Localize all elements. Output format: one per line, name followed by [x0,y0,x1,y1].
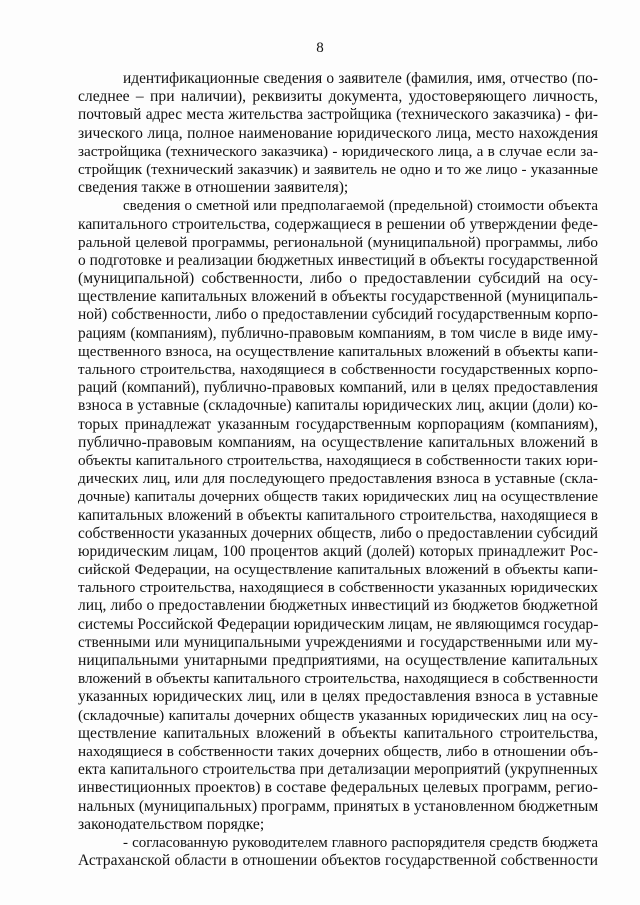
text-line: системы Российской Федерации юридическим лицам, не являющимся государ- [78,615,599,633]
text-line: стройщик (технический заказчик) и заявитель не одно и то же лицо - указанные [78,160,598,178]
text-line: ществление капитальных вложений в объекты капитального строительства, [78,724,598,742]
text-line: следнее – при наличии), реквизиты документа, удостоверяющего личность, [78,88,598,106]
text-line: дочные) капиталы дочерних обществ таких юридических лиц на осуществление [78,489,598,506]
text-line: сведения о сметной или предполагаемой (предельной) стоимости объекта [123,198,598,215]
text-line: тального строительства, находящиеся в собственности указанных юридических [78,579,598,597]
text-line: лиц, либо о предоставлении бюджетных инвестиций из бюджетов бюджетной [78,597,598,615]
text-line: рациям (компаниям), публично-правовым компаниям, в том числе в виде иму- [78,324,598,342]
text-line: торых принадлежат указанным государственным корпорациям (компаниям), [78,415,598,433]
text-line: екта капитального строительства при детализации мероприятий (укрупненных [78,761,598,779]
text-line: ственными или муниципальными учреждениями и государственными или му- [78,633,598,651]
text-line: нальных (муниципальных) программ, принятых в установленном бюджетным [78,797,599,815]
text-line: ной) собственности, либо о предоставлении субсидий государственным корпо- [78,306,598,324]
text-line: щественного взноса, на осуществление капитальных вложений в объекты капи- [78,342,598,360]
text-line: раций (компаний), публично-правовых компаний, или в целях предоставления [78,379,598,397]
document-body [78,70,598,870]
text-line: ниципальными унитарными предприятиями, на осуществление капитальных [78,652,598,669]
text-line: (муниципальной) собственности, либо о предоставлении субсидий на осу- [78,270,598,288]
text-line: о подготовке и реализации бюджетных инвестиций в объекты государственной [78,251,598,269]
text-line: юридическим лицам, 100 процентов акций (долей) которых принадлежит Рос- [78,542,598,560]
text-line: дических лиц, или для последующего предоставления взноса в уставные (скла- [78,470,598,488]
text-line: капитальных вложений в объекты капитального строительства, находящиеся в [78,506,598,524]
text-line: сведения также в отношении заявителя); [78,179,349,197]
text-line: идентификационные сведения о заявителе (фамилия, имя, отчество (по- [123,70,598,87]
text-line: капитального строительства, содержащиеся в решении об утверждении феде- [78,215,598,233]
text-line: взноса в уставные (складочные) капиталы юридических лиц, акции (доли) ко- [78,397,598,415]
text-line: инвестиционных проектов) в составе федеральных целевых программ, регио- [78,779,598,797]
page-number: 8 [316,40,324,56]
text-line: почтовый адрес места жительства застройщика (технического заказчика) - фи- [78,106,598,124]
text-line: публично-правовым компаниям, на осуществление капитальных вложений в [78,433,598,451]
text-line: объекты капитального строительства, находящиеся в собственности таких юри- [78,451,598,469]
text-line: сийской Федерации, на осуществление капитальных вложений в объекты капи- [78,561,598,579]
text-line: (складочные) капиталы дочерних обществ указанных юридических лиц на осу- [78,706,598,724]
text-line: ществление капитальных вложений в объекты государственной (муниципаль- [78,288,598,306]
text-line: указанных юридических лиц, или в целях предоставления взноса в уставные [78,688,598,706]
text-line: Астраханской области в отношении объектов государственной собственности [78,852,598,870]
text-line: застройщика (технического заказчика) - юридического лица, а в случае если за- [78,142,598,160]
text-line: ральной целевой программы, региональной (муниципальной) программы, либо [78,233,598,251]
text-line: - согласованную руководителем главного распорядителя средств бюджета [123,834,598,851]
text-line: тального строительства, находящиеся в собственности государственных корпо- [78,361,598,378]
text-line: находящиеся в собственности таких дочерних обществ, либо в отношении объ- [78,742,598,760]
text-line: собственности указанных дочерних обществ, либо о предоставлении субсидий [78,524,598,542]
text-line: вложений в объекты капитального строительства, находящиеся в собственности [78,670,599,688]
text-line: зического лица, полное наименование юридического лица, место нахождения [78,124,598,142]
text-line: законодательством порядке; [78,815,265,833]
